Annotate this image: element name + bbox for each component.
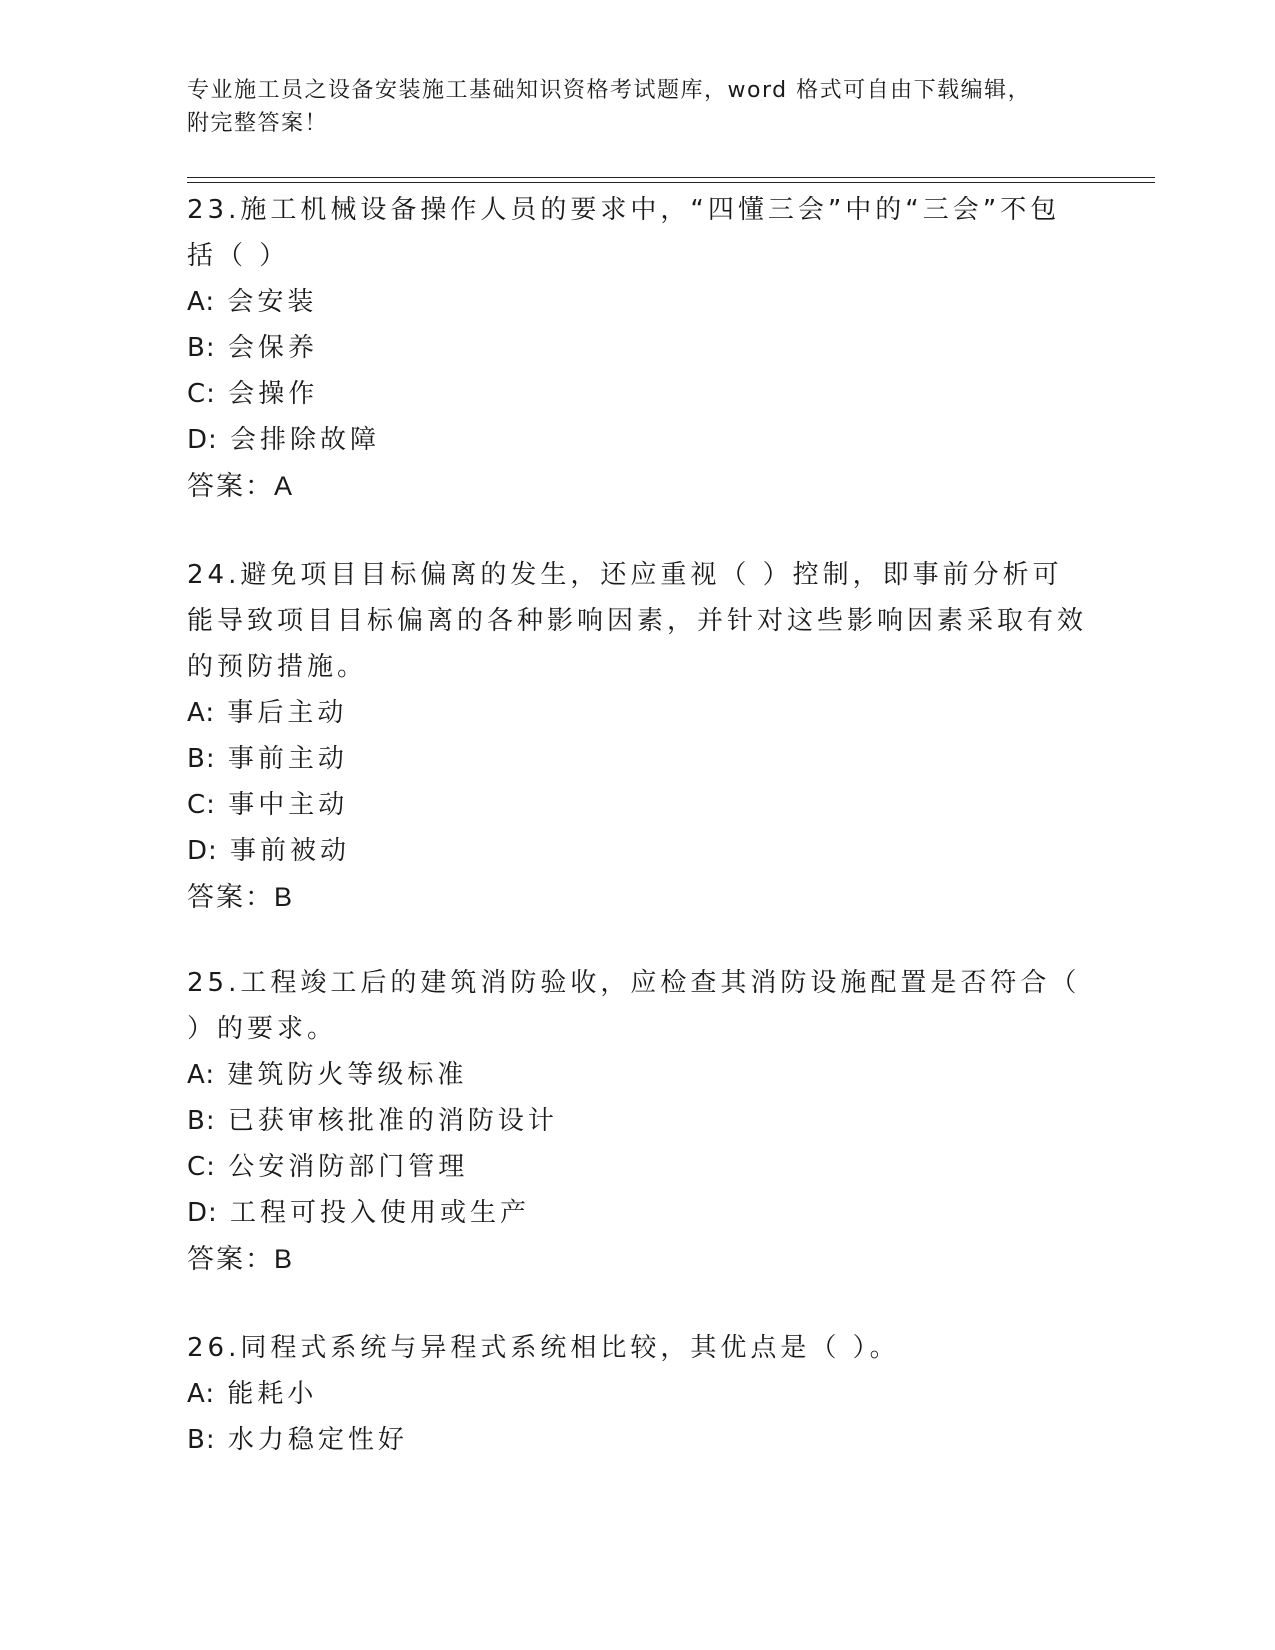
option-a: A: 建筑防火等级标准	[187, 1060, 468, 1090]
header-line-2: 附完整答案！	[187, 111, 329, 136]
header-line-1: 专业施工员之设备安装施工基础知识资格考试题库，word 格式可自由下载编辑，	[187, 78, 1032, 103]
answer-value: A	[274, 471, 294, 501]
answer-line: 答案：B	[187, 882, 294, 913]
option-b: B: 已获审核批准的消防设计	[187, 1106, 558, 1136]
option-c: C: 公安消防部门管理	[187, 1152, 469, 1182]
header-divider-bottom	[187, 182, 1155, 183]
question-stem: 23.施工机械设备操作人员的要求中，“四懂三会”中的“三会”不包括（ ）	[187, 195, 1061, 271]
question-25	[187, 960, 1087, 1283]
option-b: B: 事前主动	[187, 744, 348, 774]
option-d: D: 事前被动	[187, 836, 351, 866]
answer-line: 答案：B	[187, 1244, 294, 1275]
option-c: C: 会操作	[187, 379, 319, 409]
question-23	[187, 187, 1087, 510]
question-26	[187, 1325, 1087, 1463]
header-divider-top	[187, 177, 1155, 178]
option-a: A: 能耗小	[187, 1379, 318, 1409]
option-a: A: 事后主动	[187, 698, 348, 728]
answer-value: B	[274, 882, 294, 912]
answer-line: 答案：A	[187, 471, 294, 502]
document-header	[187, 74, 1067, 140]
option-d: D: 工程可投入使用或生产	[187, 1198, 531, 1228]
question-24	[187, 552, 1087, 921]
question-stem: 24.避免项目目标偏离的发生，还应重视（ ）控制，即事前分析可能导致项目目标偏离的各种影响因素，并针对这些影响因素采取有效的预防措施。	[187, 560, 1088, 682]
option-b: B: 水力稳定性好	[187, 1425, 408, 1455]
option-d: D: 会排除故障	[187, 425, 381, 455]
question-stem: 26.同程式系统与异程式系统相比较，其优点是（ ）。	[187, 1333, 900, 1363]
option-c: C: 事中主动	[187, 790, 349, 820]
answer-value: B	[274, 1244, 294, 1274]
question-stem: 25.工程竣工后的建筑消防验收，应检查其消防设施配置是否符合（ ）的要求。	[187, 968, 1081, 1044]
option-a: A: 会安装	[187, 287, 318, 317]
option-b: B: 会保养	[187, 333, 318, 363]
